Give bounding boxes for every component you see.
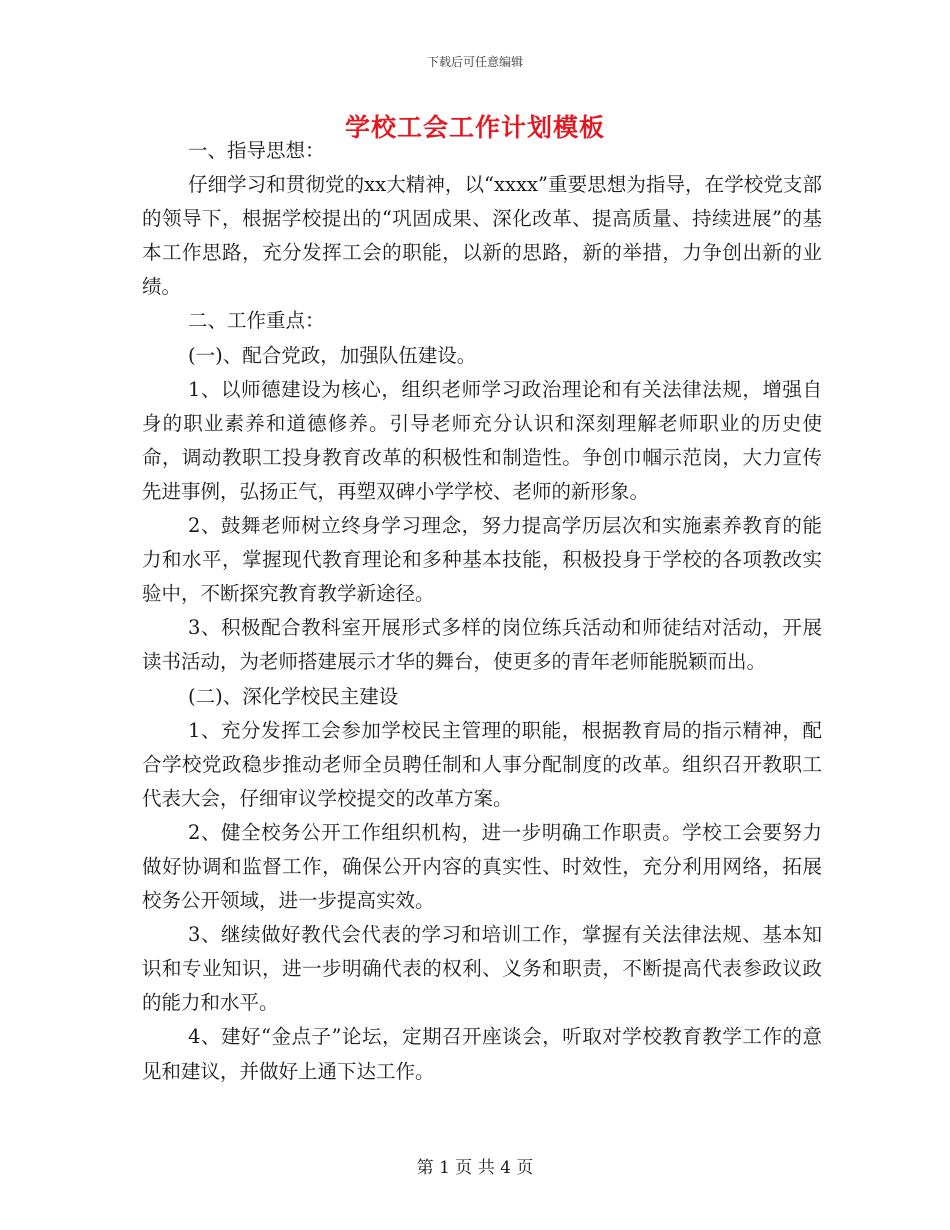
subsection-heading: (一)、配合党政，加强队伍建设。 <box>188 343 477 367</box>
section-heading: 二、工作重点： <box>188 309 325 333</box>
document-title: 学校工会工作计划模板 <box>344 113 605 142</box>
document-body <box>142 134 822 1089</box>
paragraph: 4、建好“金点子”论坛，定期召开座谈会，听取对学校教育教学工作的意见和建议，并做好上通下达工作。 <box>142 1025 822 1083</box>
paragraph: 3、积极配合教科室开展形式多样的岗位练兵活动和师徒结对活动，开展读书活动，为老师搭建展示才华的舞台，使更多的青年老师能脱颖而出。 <box>142 616 822 674</box>
header-note: 下载后可任意编辑 <box>426 55 523 69</box>
subsection-heading: (二)、深化学校民主建设 <box>188 684 399 708</box>
paragraph: 仔细学习和贯彻党的xx大精神，以“xxxx”重要思想为指导，在学校党支部的领导下，根据学校提出的“巩固成果、深化改革、提高质量、持续进展”的基本工作思路，充分发挥工会的职能，以新的思路，新的举措，力争创出新的业绩。 <box>142 173 822 299</box>
paragraph: 1、充分发挥工会参加学校民主管理的职能，根据教育局的指示精神，配合学校党政稳步推动老师全员聘任制和人事分配制度的改革。组织召开教职工代表大会，仔细审议学校提交的改革方案。 <box>142 718 822 810</box>
paragraph: 3、继续做好教代会代表的学习和培训工作，掌握有关法律法规、基本知识和专业知识，进一步明确代表的权利、义务和职责，不断提高代表参政议政的能力和水平。 <box>142 923 822 1015</box>
paragraph: 2、健全校务公开工作组织机构，进一步明确工作职责。学校工会要努力做好协调和监督工作，确保公开内容的真实性、时效性，充分利用网络，拓展校务公开领域，进一步提高实效。 <box>142 820 822 913</box>
page-number: 第 1 页 共 4 页 <box>416 1158 534 1178</box>
section-heading: 一、指导思想： <box>188 139 325 162</box>
paragraph: 2、鼓舞老师树立终身学习理念，努力提高学历层次和实施素养教育的能力和水平，掌握现代教育理论和多种基本技能，积极投身于学校的各项教改实验中，不断探究教育教学新途径。 <box>142 514 822 606</box>
paragraph: 1、以师德建设为核心，组织老师学习政治理论和有关法律法规，增强自身的职业素养和道德修养。引导老师充分认识和深刻理解老师职业的历史使命，调动教职工投身教育改革的积极性和制造性。争创巾帼示范岗，大力宣传先进事例，弘扬正气，再塑双碑小学学校、老师的新形象。 <box>142 377 822 503</box>
